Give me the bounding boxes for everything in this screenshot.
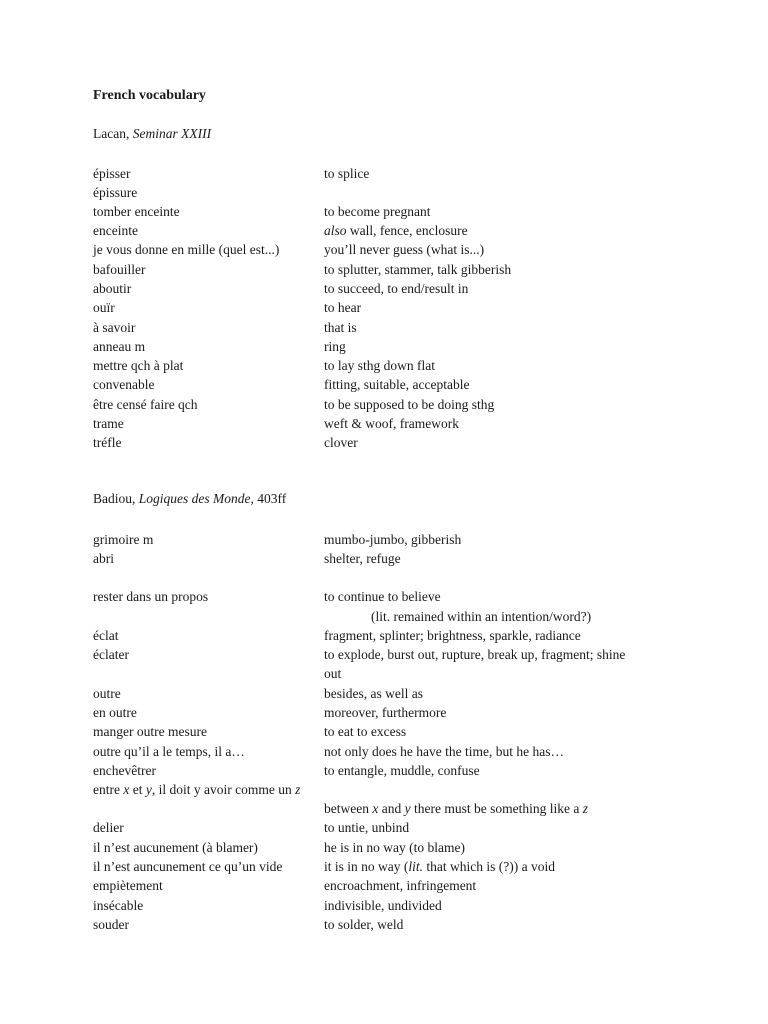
english-gloss: between x and y there must be something like a z bbox=[324, 801, 588, 816]
english-gloss bbox=[324, 221, 468, 240]
english-gloss: to splutter, stammer, talk gibberish bbox=[324, 262, 512, 277]
french-term: souder bbox=[93, 917, 129, 932]
vocab-row bbox=[0, 684, 768, 703]
vocab-row bbox=[0, 915, 768, 934]
french-term: empiètement bbox=[93, 878, 163, 893]
french-term: outre bbox=[93, 686, 121, 701]
literal-note: (lit. remained within an intention/word?) bbox=[371, 609, 592, 624]
english-gloss: clover bbox=[324, 435, 358, 450]
source-work: Logiques des Monde bbox=[138, 491, 251, 506]
english-gloss: out bbox=[324, 666, 342, 681]
french-term: mettre qch à plat bbox=[93, 358, 184, 373]
vocab-row bbox=[0, 645, 768, 664]
vocab-row bbox=[0, 587, 768, 606]
source-badiou bbox=[93, 491, 286, 507]
vocab-row bbox=[0, 375, 768, 394]
french-term: éclat bbox=[93, 628, 119, 643]
english-gloss: to entangle, muddle, confuse bbox=[324, 763, 480, 778]
vocab-row bbox=[0, 202, 768, 221]
english-gloss: to become pregnant bbox=[324, 204, 431, 219]
french-term: convenable bbox=[93, 377, 155, 392]
vocab-row bbox=[0, 414, 768, 433]
french-term: delier bbox=[93, 820, 124, 835]
vocab-row bbox=[0, 530, 768, 549]
french-term: il n’est auncunement ce qu’un vide bbox=[93, 859, 283, 874]
french-term: rester dans un propos bbox=[93, 589, 209, 604]
vocab-row bbox=[0, 818, 768, 837]
gloss-text: wall, fence, enclosure bbox=[349, 223, 468, 238]
french-term: être censé faire qch bbox=[93, 397, 198, 412]
french-term: épissure bbox=[93, 185, 138, 200]
english-gloss: you’ll never guess (what is...) bbox=[324, 242, 485, 257]
french-term: anneau m bbox=[93, 339, 146, 354]
english-gloss: to explode, burst out, rupture, break up, fragment; shine bbox=[324, 647, 626, 662]
english-gloss: that is bbox=[324, 320, 357, 335]
french-term: entre x et y, il doit y avoir comme un z bbox=[93, 782, 301, 797]
english-gloss: fragment, splinter; brightness, sparkle, radiance bbox=[324, 628, 581, 643]
english-gloss: to be supposed to be doing sthg bbox=[324, 397, 495, 412]
french-term: ouïr bbox=[93, 300, 115, 315]
english-gloss: shelter, refuge bbox=[324, 551, 401, 566]
english-gloss: weft & woof, framework bbox=[324, 416, 459, 431]
english-gloss: it is in no way (lit. that which is (?)) a void bbox=[324, 859, 555, 874]
english-gloss: to eat to excess bbox=[324, 724, 407, 739]
vocab-row bbox=[0, 626, 768, 645]
vocab-row bbox=[0, 549, 768, 568]
english-gloss: ring bbox=[324, 339, 346, 354]
page-title: French vocabulary bbox=[93, 88, 206, 103]
vocab-row bbox=[0, 164, 768, 183]
vocab-row bbox=[0, 703, 768, 722]
english-gloss: encroachment, infringement bbox=[324, 878, 477, 893]
source-author: Badiou, bbox=[93, 491, 136, 506]
vocab-row bbox=[0, 260, 768, 279]
french-term: manger outre mesure bbox=[93, 724, 207, 739]
vocab-row bbox=[0, 857, 768, 876]
french-term: tomber enceinte bbox=[93, 204, 180, 219]
french-term: je vous donne en mille (quel est...) bbox=[93, 242, 280, 257]
vocab-row bbox=[0, 722, 768, 741]
french-term: aboutir bbox=[93, 281, 132, 296]
english-gloss: to lay sthg down flat bbox=[324, 358, 435, 373]
english-gloss: mumbo-jumbo, gibberish bbox=[324, 532, 462, 547]
vocab-row bbox=[0, 240, 768, 259]
vocab-row bbox=[0, 838, 768, 857]
italic-note: also bbox=[324, 223, 347, 238]
vocab-row bbox=[0, 318, 768, 337]
vocab-row bbox=[0, 395, 768, 414]
vocab-row bbox=[0, 337, 768, 356]
french-term: enchevêtrer bbox=[93, 763, 156, 778]
vocab-row bbox=[0, 183, 768, 202]
vocab-row bbox=[0, 298, 768, 317]
french-term: bafouiller bbox=[93, 262, 146, 277]
vocab-row bbox=[0, 279, 768, 298]
english-gloss: to solder, weld bbox=[324, 917, 404, 932]
english-gloss: besides, as well as bbox=[324, 686, 423, 701]
french-term: à savoir bbox=[93, 320, 136, 335]
english-gloss: not only does he have the time, but he has… bbox=[324, 744, 564, 759]
vocab-row bbox=[0, 876, 768, 895]
english-gloss: to hear bbox=[324, 300, 362, 315]
french-term: enceinte bbox=[93, 223, 138, 238]
vocab-row bbox=[0, 761, 768, 780]
french-term: abri bbox=[93, 551, 114, 566]
french-term: en outre bbox=[93, 705, 137, 720]
vocab-row bbox=[0, 433, 768, 452]
vocab-row-note bbox=[0, 607, 768, 626]
vocab-row bbox=[0, 742, 768, 761]
english-gloss: he is in no way (to blame) bbox=[324, 840, 465, 855]
vocab-row bbox=[0, 896, 768, 915]
source-lacan bbox=[93, 126, 211, 142]
french-term: trame bbox=[93, 416, 124, 431]
french-term: épisser bbox=[93, 166, 131, 181]
source-work: Seminar XXIII bbox=[132, 126, 212, 141]
english-gloss: fitting, suitable, acceptable bbox=[324, 377, 470, 392]
vocab-row bbox=[0, 780, 768, 799]
french-term: éclater bbox=[93, 647, 129, 662]
source-author: Lacan, bbox=[93, 126, 130, 141]
french-term: tréfle bbox=[93, 435, 122, 450]
vocab-row bbox=[0, 356, 768, 375]
english-gloss: indivisible, undivided bbox=[324, 898, 442, 913]
vocab-row bbox=[0, 221, 768, 240]
french-term: grimoire m bbox=[93, 532, 154, 547]
english-gloss: to splice bbox=[324, 166, 370, 181]
source-pages: , 403ff bbox=[250, 491, 287, 506]
french-term: insécable bbox=[93, 898, 144, 913]
english-gloss: to continue to believe bbox=[324, 589, 441, 604]
english-gloss: to succeed, to end/result in bbox=[324, 281, 469, 296]
vocab-row-continued bbox=[0, 664, 768, 683]
french-term: il n’est aucunement (à blamer) bbox=[93, 840, 258, 855]
english-gloss: to untie, unbind bbox=[324, 820, 410, 835]
french-term: outre qu’il a le temps, il a… bbox=[93, 744, 245, 759]
english-gloss: moreover, furthermore bbox=[324, 705, 447, 720]
vocab-row-continued bbox=[0, 799, 768, 818]
